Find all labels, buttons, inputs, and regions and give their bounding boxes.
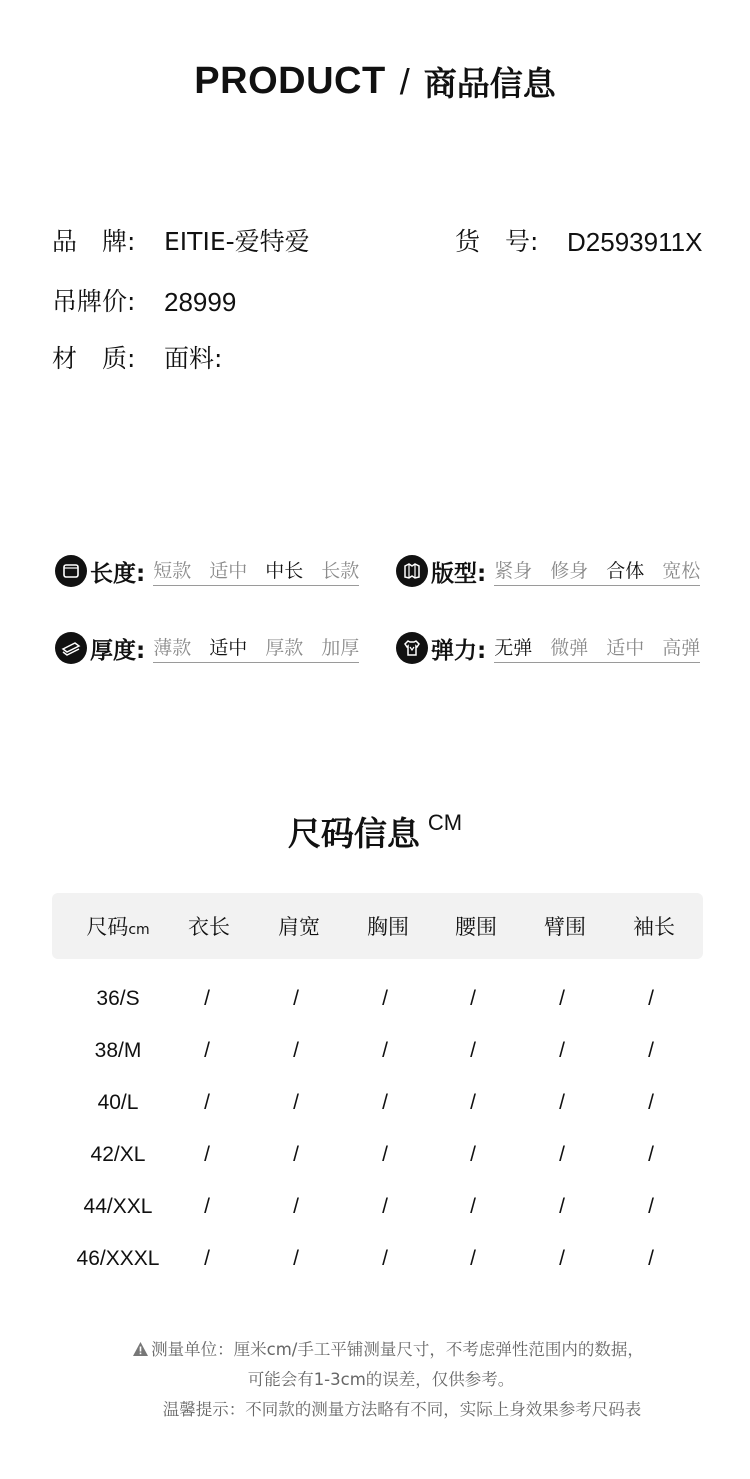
measurement-cell: / xyxy=(648,1195,654,1218)
sku-value: D2593911X xyxy=(567,227,703,257)
measurement-cell: / xyxy=(204,1143,210,1166)
price-row xyxy=(52,287,372,319)
elasticity-option: 高弹 xyxy=(662,637,701,659)
attr-thickness xyxy=(55,630,359,666)
attr-fit-name: 版型: xyxy=(431,560,487,587)
measurement-cell: / xyxy=(470,1143,476,1166)
brand-row xyxy=(52,227,372,259)
thickness-option: 厚款 xyxy=(265,637,304,659)
header-length: 衣长 xyxy=(188,915,230,939)
measurement-cell: / xyxy=(648,1143,654,1166)
elasticity-option: 适中 xyxy=(606,637,645,659)
measurement-cell: / xyxy=(382,1039,388,1062)
fit-silhouette-icon xyxy=(396,555,428,587)
title-en: PRODUCT xyxy=(194,60,386,102)
measurement-cell: / xyxy=(293,1247,299,1270)
measurement-cell: / xyxy=(470,1091,476,1114)
measurement-notes xyxy=(0,1336,750,1424)
header-arm: 臂围 xyxy=(544,915,586,939)
measurement-cell: / xyxy=(648,1247,654,1270)
note-line-1: 测量单位：厘米cm/手工平铺测量尺寸，不考虑弹性范围内的数据， xyxy=(151,1340,644,1359)
sku-row xyxy=(455,227,725,259)
material-row xyxy=(52,344,372,376)
brand-label: 品 牌: xyxy=(52,227,136,256)
size-section-title xyxy=(0,808,750,855)
brand-value: EITIE-爱特爱 xyxy=(164,227,310,256)
measurement-cell: / xyxy=(293,1143,299,1166)
header-sleeve: 袖长 xyxy=(633,915,675,939)
measurement-cell: / xyxy=(204,1247,210,1270)
measurement-cell: / xyxy=(559,1195,565,1218)
thickness-option-selected: 适中 xyxy=(209,637,248,659)
length-option: 短款 xyxy=(153,560,192,582)
measurement-cell: / xyxy=(293,1039,299,1062)
page-title xyxy=(0,58,750,105)
measurement-cell: / xyxy=(204,987,210,1010)
attr-elasticity-name: 弹力: xyxy=(431,637,487,664)
measurement-cell: / xyxy=(382,1091,388,1114)
measurement-cell: / xyxy=(293,987,299,1010)
size-cell: 40/L xyxy=(97,1091,139,1114)
fit-option-selected: 合体 xyxy=(606,560,645,582)
elasticity-option-selected: 无弹 xyxy=(494,637,533,659)
measurement-cell: / xyxy=(559,1091,565,1114)
fit-option: 修身 xyxy=(550,560,589,582)
material-label: 材 质: xyxy=(52,344,136,373)
length-option-selected: 中长 xyxy=(265,560,304,582)
material-value: 面料: xyxy=(164,344,223,373)
measurement-cell: / xyxy=(382,987,388,1010)
size-title-text: 尺码信息 xyxy=(287,814,420,853)
measurement-cell: / xyxy=(559,1143,565,1166)
attr-length-options xyxy=(153,556,359,586)
header-waist: 腰围 xyxy=(455,915,497,939)
size-cell: 42/XL xyxy=(90,1143,146,1166)
elasticity-option: 微弹 xyxy=(550,637,589,659)
note-line-2: 可能会有1-3cm的误差，仅供参考。 xyxy=(247,1370,515,1389)
garment-length-icon xyxy=(55,555,87,587)
measurement-cell: / xyxy=(204,1195,210,1218)
note-line-3: 温馨提示：不同款的测量方法略有不同，实际上身效果参考尺码表 xyxy=(162,1400,642,1419)
size-cell: 36/S xyxy=(96,987,140,1010)
price-value: 28999 xyxy=(164,287,237,317)
fit-option: 紧身 xyxy=(494,560,533,582)
measurement-cell: / xyxy=(559,987,565,1010)
stretch-shirt-icon xyxy=(396,632,428,664)
measurement-cell: / xyxy=(470,1195,476,1218)
measurement-cell: / xyxy=(648,1039,654,1062)
measurement-cell: / xyxy=(559,1039,565,1062)
attr-length xyxy=(55,553,359,589)
title-separator: / xyxy=(399,60,410,102)
header-size: 尺码cm xyxy=(86,915,150,939)
fit-option: 宽松 xyxy=(662,560,701,582)
size-cell: 44/XXL xyxy=(83,1195,153,1218)
measurement-cell: / xyxy=(470,1039,476,1062)
measurement-cell: / xyxy=(293,1091,299,1114)
attr-fit xyxy=(396,553,700,589)
warning-triangle-icon xyxy=(132,1338,149,1366)
thickness-option: 加厚 xyxy=(321,637,360,659)
attr-fit-options xyxy=(494,556,700,586)
measurement-cell: / xyxy=(648,987,654,1010)
measurement-cell: / xyxy=(559,1247,565,1270)
title-cn: 商品信息 xyxy=(423,64,556,103)
measurement-cell: / xyxy=(382,1195,388,1218)
length-option: 适中 xyxy=(209,560,248,582)
length-option: 长款 xyxy=(321,560,360,582)
size-cell: 38/M xyxy=(94,1039,142,1062)
measurement-cell: / xyxy=(648,1091,654,1114)
attr-elasticity xyxy=(396,630,700,666)
measurement-cell: / xyxy=(204,1091,210,1114)
measurement-cell: / xyxy=(382,1247,388,1270)
attr-thickness-name: 厚度: xyxy=(90,637,146,664)
measurement-cell: / xyxy=(470,1247,476,1270)
measurement-cell: / xyxy=(293,1195,299,1218)
measurement-cell: / xyxy=(470,987,476,1010)
thickness-option: 薄款 xyxy=(153,637,192,659)
fabric-layers-icon xyxy=(55,632,87,664)
price-label: 吊牌价: xyxy=(52,287,136,316)
sku-label: 货 号: xyxy=(455,227,539,256)
attr-length-name: 长度: xyxy=(90,560,146,587)
measurement-cell: / xyxy=(204,1039,210,1062)
size-title-unit: CM xyxy=(427,810,463,835)
size-cell: 46/XXXL xyxy=(76,1247,160,1270)
attr-elasticity-options xyxy=(494,633,700,663)
attr-thickness-options xyxy=(153,633,359,663)
header-chest: 胸围 xyxy=(367,915,409,939)
header-shoulder: 肩宽 xyxy=(278,915,320,939)
measurement-cell: / xyxy=(382,1143,388,1166)
